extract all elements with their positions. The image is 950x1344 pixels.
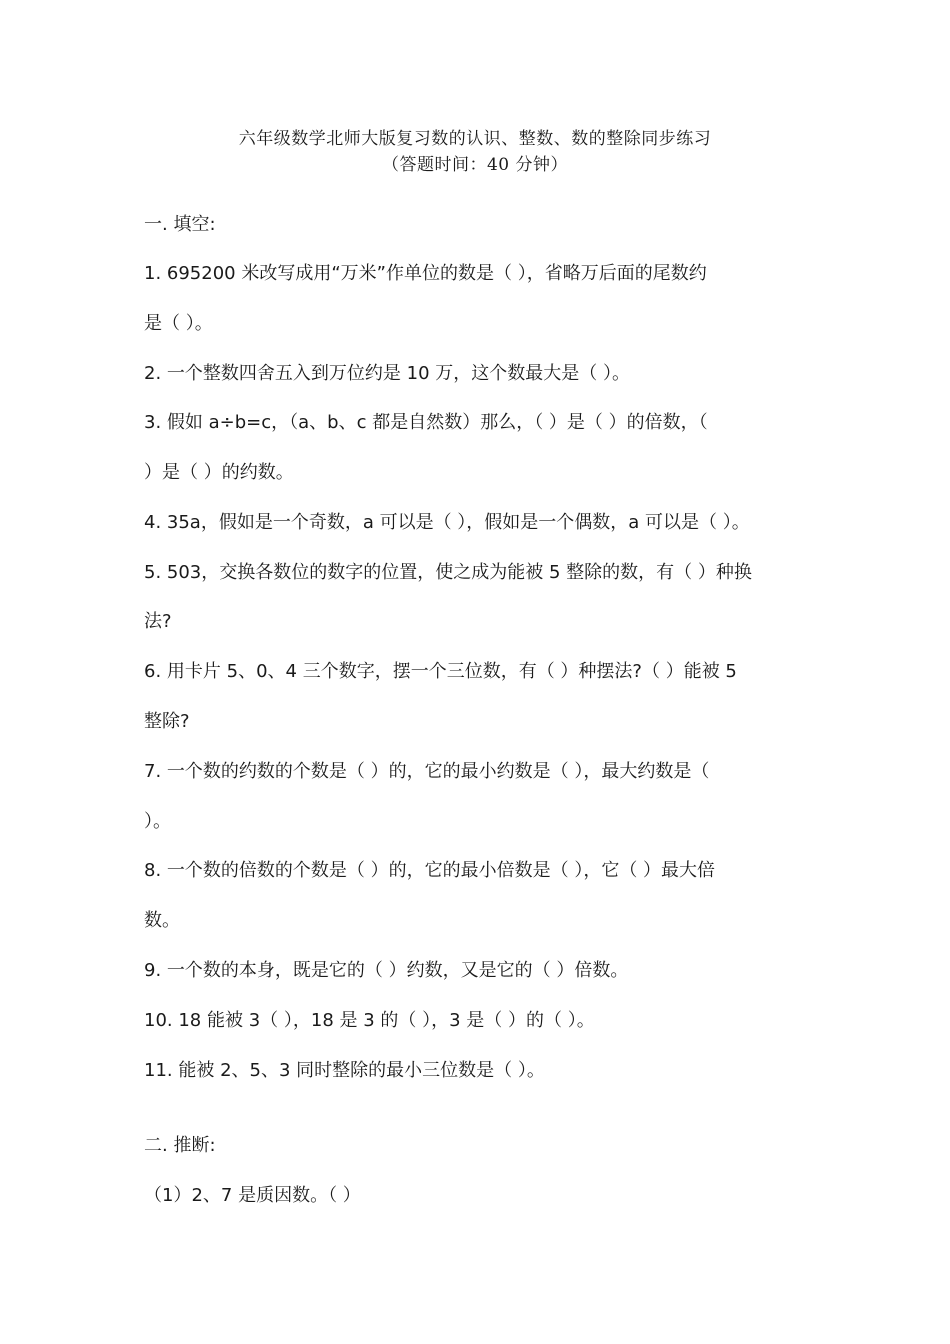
question-line: 11. 能被 2、5、3 同时整除的最小三位数是（ ）。 <box>144 1060 545 1081</box>
question-line: 6. 用卡片 5、0、4 三个数字，摆一个三位数，有（ ）种摆法?（ ）能被 5 <box>144 661 737 682</box>
question-line: 10. 18 能被 3（ ），18 是 3 的（ ），3 是（ ）的（ ）。 <box>144 1010 595 1031</box>
section-heading-judgment: 二. 推断: <box>144 1135 216 1156</box>
question-line: 5. 503，交换各数位的数字的位置，使之成为能被 5 整除的数，有（ ）种换 <box>144 562 752 583</box>
question-line: ）。 <box>144 811 171 832</box>
question-line: 4. 35a，假如是一个奇数，a 可以是（ ），假如是一个偶数，a 可以是（ ）。 <box>144 512 750 533</box>
question-line: 7. 一个数的约数的个数是（ ）的，它的最小约数是（ ），最大约数是（ <box>144 761 710 782</box>
question-line: （1）2、7 是质因数。（ ） <box>144 1185 361 1206</box>
question-line: 2. 一个整数四舍五入到万位约是 10 万，这个数最大是（ ）。 <box>144 363 630 384</box>
document-subtitle: （答题时间：40 分钟） <box>381 155 569 175</box>
question-line: 8. 一个数的倍数的个数是（ ）的，它的最小倍数是（ ），它（ ）最大倍 <box>144 860 716 881</box>
document-title: 六年级数学北师大版复习数的认识、整数、数的整除同步练习 <box>238 129 712 149</box>
question-line: 是（ ）。 <box>144 313 213 334</box>
section-heading-fill-in: 一. 填空: <box>144 214 216 235</box>
question-line: ）是（ ）的约数。 <box>144 462 294 483</box>
question-line: 数。 <box>144 910 180 931</box>
question-line: 9. 一个数的本身，既是它的（ ）约数，又是它的（ ）倍数。 <box>144 960 629 981</box>
question-line: 1. 695200 米改写成用“万米”作单位的数是（ ），省略万后面的尾数约 <box>144 263 707 284</box>
question-line: 3. 假如 a÷b=c，（a、b、c 都是自然数）那么，（ ）是（ ）的倍数，（ <box>144 412 708 433</box>
question-line: 法? <box>144 611 172 632</box>
question-line: 整除? <box>144 711 190 732</box>
